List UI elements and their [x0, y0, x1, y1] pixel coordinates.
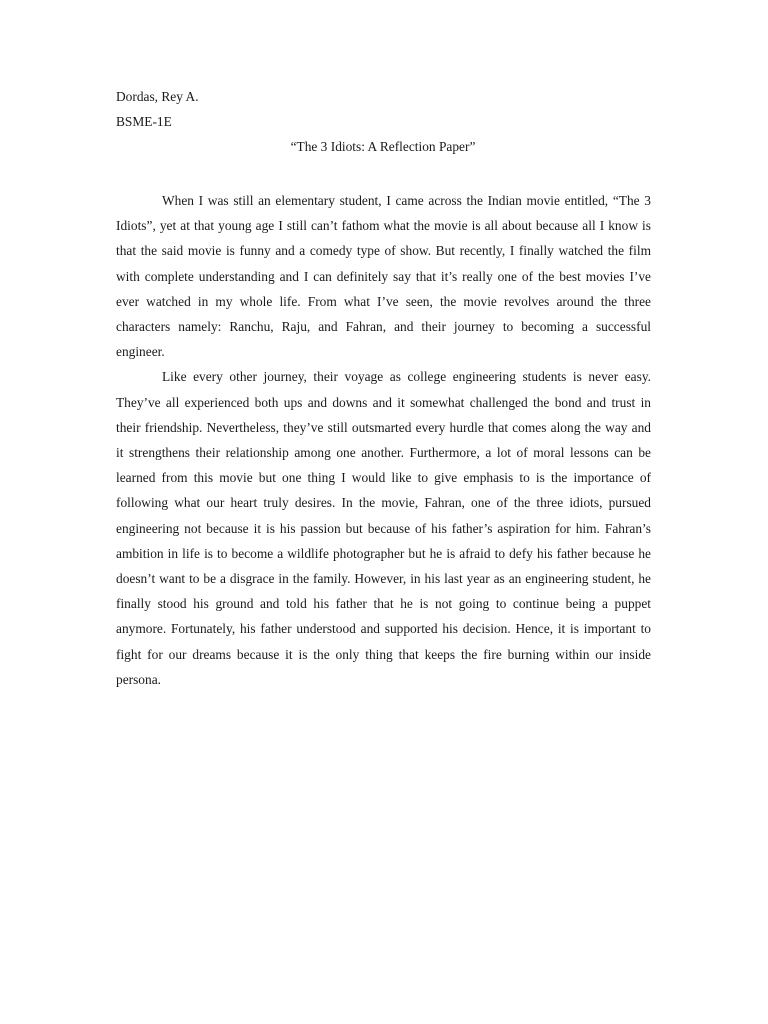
- paragraph-2: Like every other journey, their voyage as college engineering students is never easy. They’ve all experienced both ups and downs and it somewhat challenged the bond and trust in their friendship. Nevertheless, they’ve still outsmarted every hurdle that comes along the way and it strengthens their relationship among one another. Furthermore, a lot of moral lessons can be learned from this movie but one thing I would like to give emphasis to is the importance of following what our heart truly desires. In the movie, Fahran, one of the three idiots, pursued engineering not because it is his passion but because of his father’s aspiration for him. Fahran’s ambition in life is to become a wildlife photographer but he is afraid to defy his father because he doesn’t want to be a disgrace in the family. However, in his last year as an engineering student, he finally stood his ground and told his father that he is not going to continue being a puppet anymore. Fortunately, his father understood and supported his decision. Hence, it is important to fight for our dreams because it is the only thing that keeps the fire burning within our inside persona.: [116, 369, 651, 687]
- course-section: BSME-1E: [116, 114, 172, 129]
- body-text: [116, 188, 651, 692]
- author-name: Dordas, Rey A.: [116, 89, 199, 104]
- paper-title: “The 3 Idiots: A Reflection Paper”: [290, 139, 476, 154]
- paragraph-1: When I was still an elementary student, I came across the Indian movie entitled, “The 3 Idiots”, yet at that young age I still can’t fathom what the movie is all about because all I know is that the said movie is funny and a comedy type of show. But recently, I finally watched the film with complete understanding and I can definitely say that it’s really one of the best movies I’ve ever watched in my whole life. From what I’ve seen, the movie revolves around the three characters namely: Ranchu, Raju, and Fahran, and their journey to becoming a successful engineer.: [116, 193, 651, 360]
